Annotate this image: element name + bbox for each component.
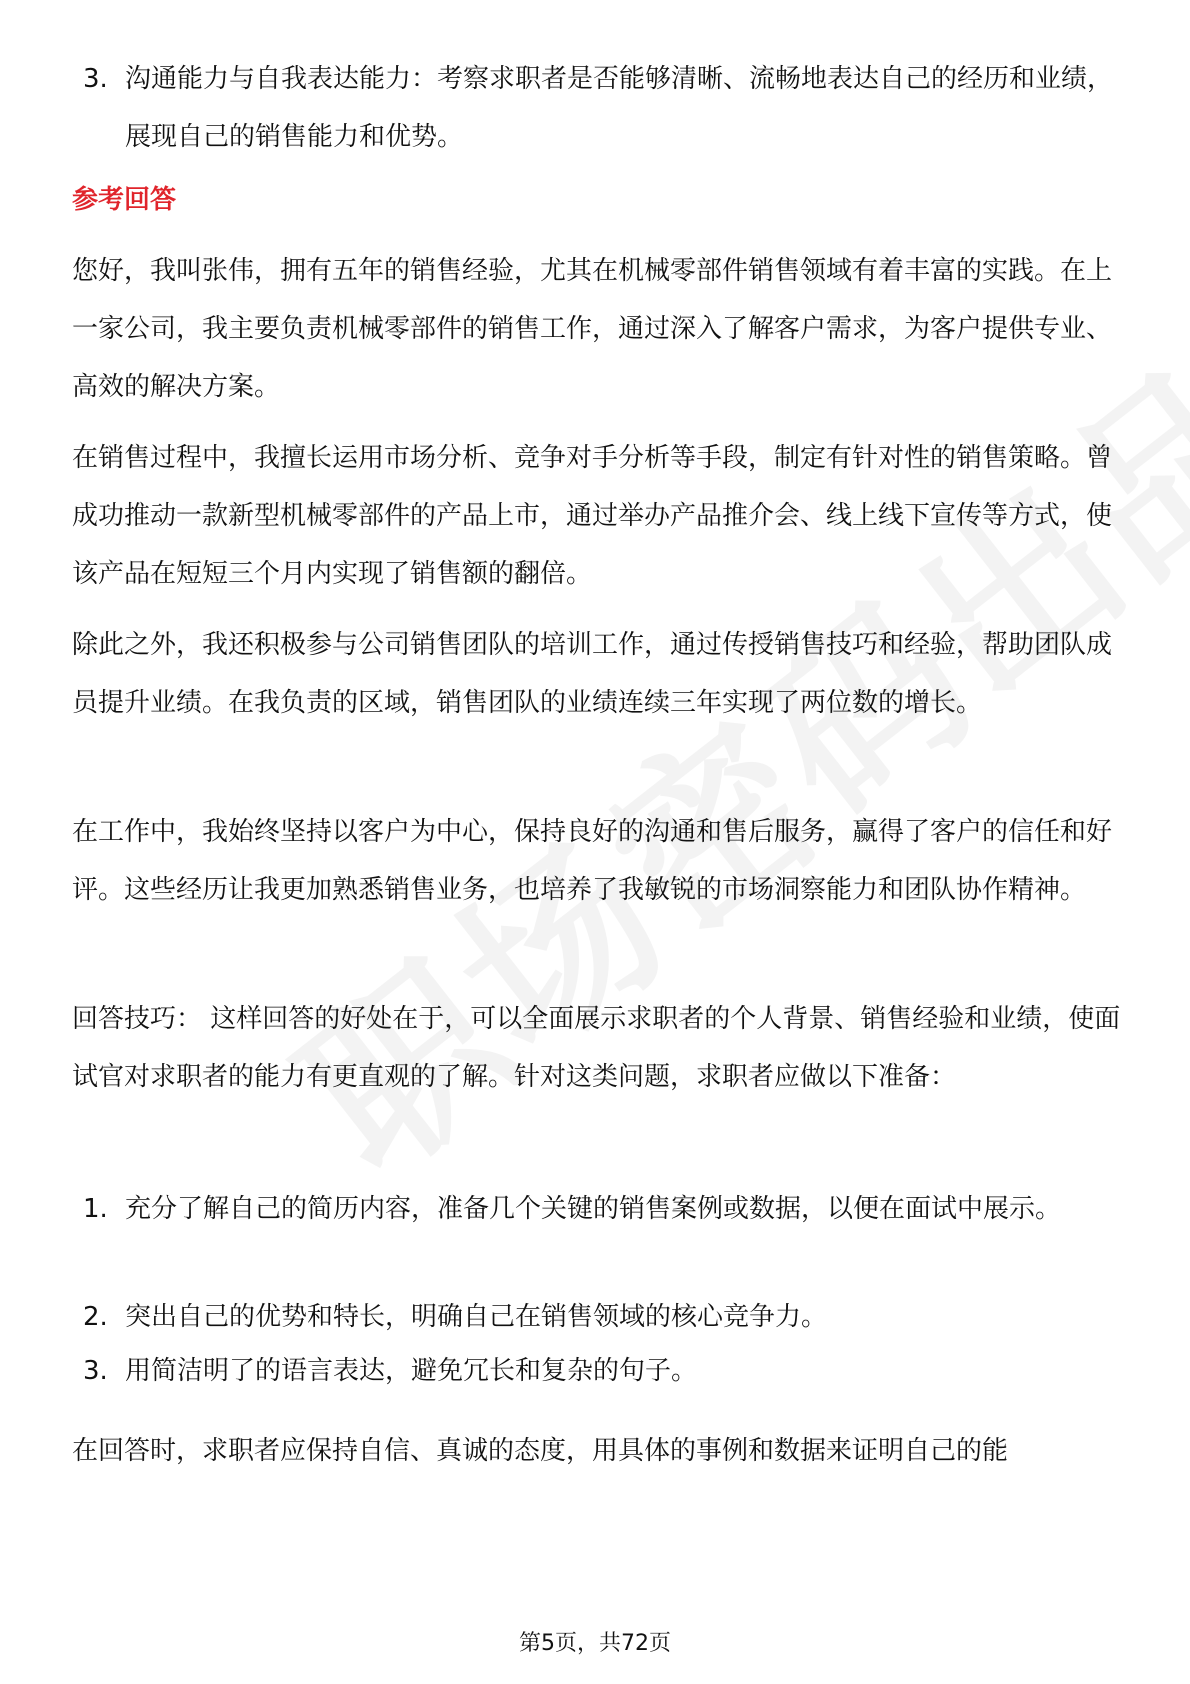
list-text: 沟通能力与自我表达能力：考察求职者是否能够清晰、流畅地表达自己的经历和业绩，展现自己的销售能力和优势。 [125,64,1114,152]
answer-paragraph-2: 在销售过程中，我擅长运用市场分析、竞争对手分析等手段，制定有针对性的销售策略。曾成功推动一款新型机械零部件的产品上市，通过举办产品推介会、线上线下宣传等方式，使该产品在短短三个月内实现了销售额的翻倍。 [72,443,1113,589]
answer-paragraph-3: 除此之外，我还积极参与公司销售团队的培训工作，通过传授销售技巧和经验，帮助团队成员提升业绩。在我负责的区域，销售团队的业绩连续三年实现了两位数的增长。 [72,630,1113,718]
list-number: 3. [83,1356,108,1386]
list-number: 1. [83,1194,108,1224]
tips-list-item [83,1180,1133,1238]
list-item [83,50,1133,166]
tips-list-item [83,1342,1133,1400]
page-footer: 第5页，共72页 [519,1631,671,1656]
section-heading: 参考回答 [72,185,177,215]
list-text: 充分了解自己的简历内容，准备几个关键的销售案例或数据，以便在面试中展示。 [125,1194,1062,1224]
list-text: 突出自己的优势和特长，明确自己在销售领域的核心竞争力。 [125,1302,828,1332]
answer-paragraph-1: 您好，我叫张伟，拥有五年的销售经验，尤其在机械零部件销售领域有着丰富的实践。在上一家公司，我主要负责机械零部件的销售工作，通过深入了解客户需求，为客户提供专业、高效的解决方案。 [72,256,1113,402]
list-number: 2. [83,1302,108,1332]
tips-paragraph: 回答技巧： 这样回答的好处在于，可以全面展示求职者的个人背景、销售经验和业绩，使面试官对求职者的能力有更直观的了解。针对这类问题，求职者应做以下准备： [72,1004,1121,1092]
answer-paragraph-4: 在工作中，我始终坚持以客户为中心，保持良好的沟通和售后服务，赢得了客户的信任和好评。这些经历让我更加熟悉销售业务，也培养了我敏锐的市场洞察能力和团队协作精神。 [72,817,1113,905]
list-number: 3. [83,64,108,94]
closing-paragraph: 在回答时，求职者应保持自信、真诚的态度，用具体的事例和数据来证明自己的能 [72,1436,1009,1466]
list-text: 用简洁明了的语言表达，避免冗长和复杂的句子。 [125,1356,698,1386]
tips-list-item [83,1288,1133,1346]
